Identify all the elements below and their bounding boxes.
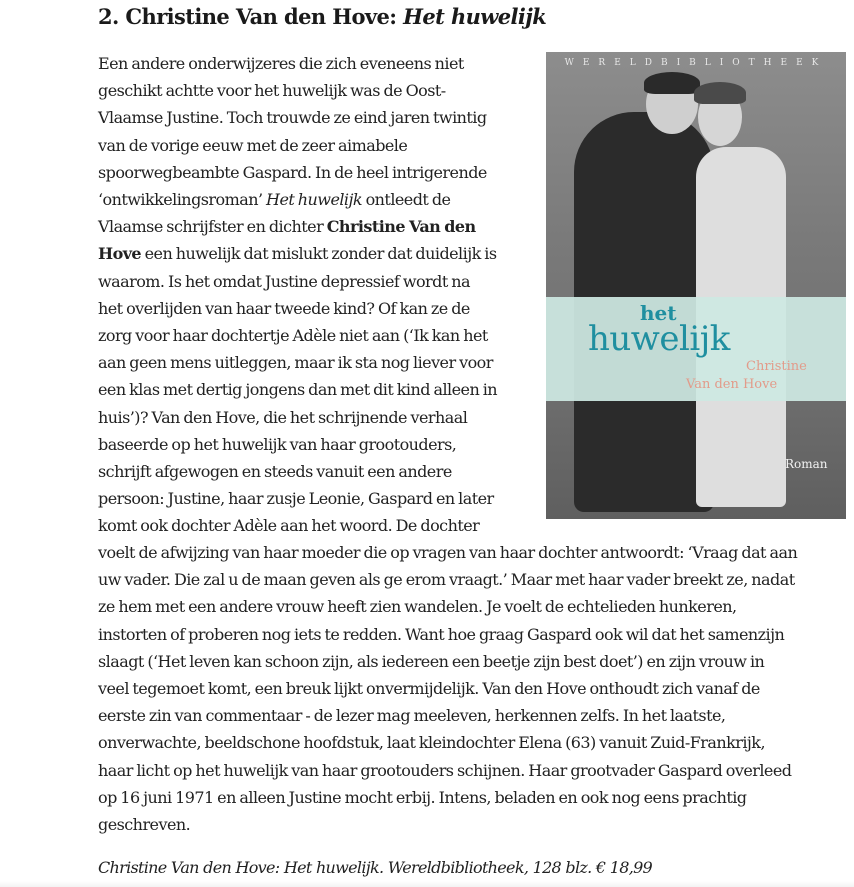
cover-photo-man-hair <box>644 72 700 94</box>
author-name-bold: Hove <box>98 244 142 264</box>
body-line: persoon: Justine, haar zusje Leonie, Gaspard en later <box>98 489 494 509</box>
body-line: haar licht op het huwelijk van haar grootouders schijnen. Haar grootvader Gaspard overleed <box>98 760 792 780</box>
heading-prefix: 2. Christine Van den Hove: <box>98 4 404 29</box>
cover-photo-woman-hair <box>694 82 746 104</box>
body-line: zorg voor haar dochtertje Adèle niet aan (‘Ik kan het <box>98 326 488 346</box>
body-text: ontleedt de <box>362 190 451 210</box>
cover-title-line1: het <box>640 301 677 325</box>
body-line: ze hem met een andere vrouw heeft zien wandelen. Je voelt de echtelieden hunkeren, <box>98 597 737 617</box>
body-line: aan geen mens uitleggen, maar ik sta nog liever voor <box>98 353 493 373</box>
body-line: op 16 juni 1971 en alleen Justine mocht erbij. Intens, beladen en ook nog eens prachtig <box>98 787 747 807</box>
body-line: eerste zin van commentaar - de lezer mag meeleven, herkennen zelfs. In het laatste, <box>98 706 726 726</box>
cover-author-line2: Van den Hove <box>686 377 778 392</box>
body-line: baseerde op het huwelijk van haar grootouders, <box>98 434 457 454</box>
cover-title-line2: huwelijk <box>588 319 730 359</box>
body-line: Een andere onderwijzeres die zich eveneens niet <box>98 54 464 73</box>
body-line: slaagt (‘Het leven kan schoon zijn, als iedereen een beetje zijn best doet’) en zijn vrouw in <box>98 651 765 671</box>
body-text: een huwelijk dat mislukt zonder dat duidelijk is <box>141 244 497 264</box>
book-title-inline: Het huwelijk <box>266 190 363 210</box>
body-line: onverwachte, beeldschone hoofdstuk, laat kleindochter Elena (63) vanuit Zuid-Frankrijk, <box>98 733 765 753</box>
body-text: Vlaamse schrijfster en dichter <box>98 217 327 237</box>
body-line: schrijft afgewogen en steeds vanuit een andere <box>98 462 452 482</box>
body-line: Vlaamse Justine. Toch trouwde ze eind jaren twintig <box>98 108 487 128</box>
book-details-caption: Christine Van den Hove: Het huwelijk. Wereldbibliotheek, 128 blz. € 18,99 <box>98 858 653 877</box>
body-line: van de vorige eeuw met de zeer aimabele <box>98 135 408 155</box>
body-line: een klas met dertig jongens dan met dit kind alleen in <box>98 380 498 400</box>
body-line <box>98 186 538 213</box>
cover-genre: Roman <box>785 457 828 471</box>
body-line: uw vader. Die zal u de maan geven als ge erom vraagt.’ Maar met haar vader breekt ze, nadat <box>98 570 795 590</box>
body-line: geschikt achtte voor het huwelijk was de Oost- <box>98 81 446 101</box>
body-text: ‘ontwikkelingsroman’ <box>98 190 267 210</box>
body-line: veel tegemoet komt, een breuk lijkt onvermijdelijk. Van den Hove onthoudt zich vanaf de <box>98 679 760 699</box>
body-line: spoorwegbeambte Gaspard. In de heel intrigerende <box>98 162 487 182</box>
heading-book-title: Het huwelijk <box>403 4 547 29</box>
body-line: waarom. Is het omdat Justine depressief wordt na <box>98 271 471 291</box>
body-paragraph-wide <box>98 539 848 838</box>
book-cover-image <box>546 52 846 519</box>
body-line: huis’)? Van den Hove, die het schrijnende verhaal <box>98 407 468 427</box>
body-paragraph-narrow <box>98 50 538 540</box>
body-line: het overlijden van haar tweede kind? Of kan ze de <box>98 298 470 318</box>
body-line: geschreven. <box>98 815 191 835</box>
bottom-fade <box>0 881 854 887</box>
body-line: voelt de afwijzing van haar moeder die op vragen van haar dochter antwoordt: ‘Vraag dat aan <box>98 543 798 562</box>
body-line <box>98 213 538 240</box>
section-heading <box>98 4 546 29</box>
body-line <box>98 240 538 267</box>
author-name-bold: Christine Van den <box>326 217 476 237</box>
cover-author-line1: Christine <box>746 359 807 374</box>
body-line: instorten of proberen nog iets te redden. Want hoe graag Gaspard ook wil dat het samenzijn <box>98 624 785 644</box>
cover-publisher: WERELDBIBLIOTHEEK <box>564 58 828 68</box>
body-line: komt ook dochter Adèle aan het woord. De dochter <box>98 516 480 536</box>
